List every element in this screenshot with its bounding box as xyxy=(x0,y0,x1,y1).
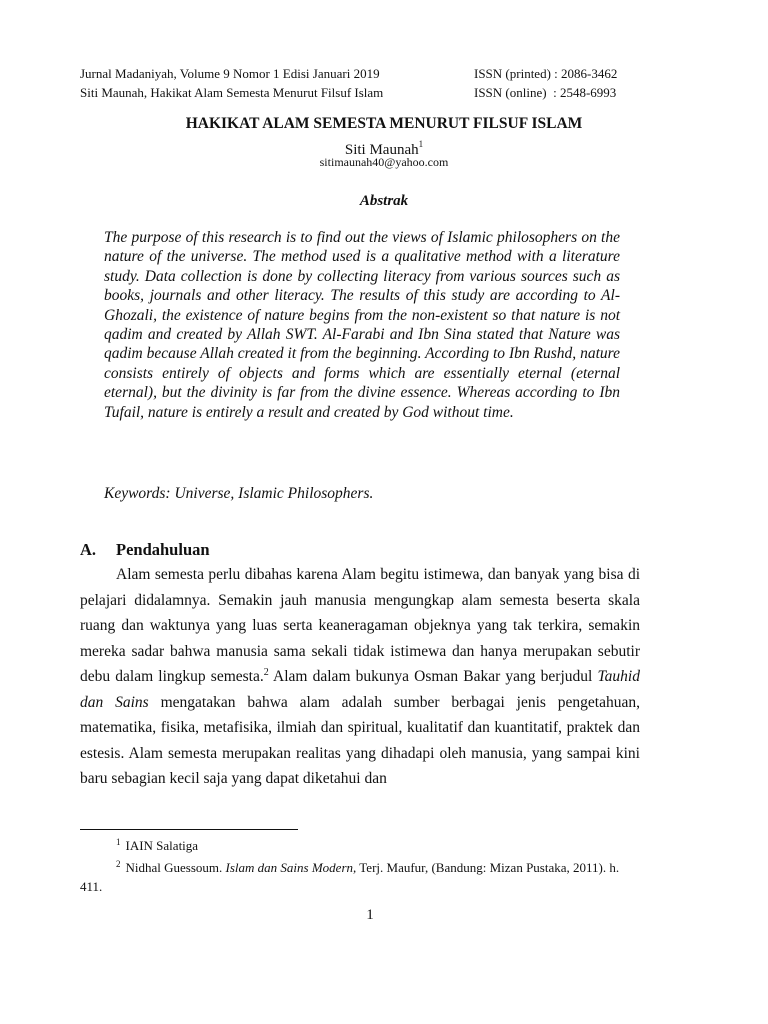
footnote-number: 1 xyxy=(116,837,121,847)
body-text-part-1: Alam semesta perlu dibahas karena Alam begitu istimewa, dan banyak yang bisa di pelajari didalamnya. Semakin jauh manusia mengungkap alam semesta beserta skala ruang dan waktunya yang luas serta keaneragaman objeknya yang tak terkira, semakin mereka sadar bahwa manusia sama sekali tidak istimewa dan hanya merupakan sebutir debu dalam lingkup semesta. xyxy=(80,566,640,685)
running-header-left xyxy=(80,64,383,102)
book-title: Tauhid dan Sains xyxy=(80,668,640,711)
article-title: HAKIKAT ALAM SEMESTA MENURUT FILSUF ISLAM xyxy=(185,115,583,132)
footnote-text: IAIN Salatiga xyxy=(125,838,199,853)
abstract-heading: Abstrak xyxy=(359,193,409,209)
abstract-keywords: Keywords: Universe, Islamic Philosophers. xyxy=(104,485,374,502)
footnote-ref-2: 2 xyxy=(263,667,269,678)
author-email: sitimaunah40@yahoo.com xyxy=(319,155,449,169)
body-text-part-3: mengatakan bahwa alam adalah sumber berbagai jenis pengetahuan, matematika, fisika, metafisika, ilmiah dan spiritual, kualitatif dan kuantitatif, praktek dan estesis. Alam semesta merupakan realitas yang dihadapi oleh manusia, yang sampai kini baru sebagian kecil saja yang dapat diketahui dan xyxy=(80,693,640,787)
author-footnote-marker: 1 xyxy=(418,139,424,149)
footnote-text: Nidhal Guessoum. xyxy=(125,860,226,875)
footnote-citation: Terj. Maufur, (Bandung: Mizan Pustaka, 2011). h. 411. xyxy=(80,860,620,894)
issn-printed: ISSN (printed) : 2086-3462 xyxy=(474,66,618,81)
footnote-number: 2 xyxy=(116,859,121,869)
running-header-right xyxy=(474,64,617,102)
abstract-text: The purpose of this research is to find out the views of Islamic philosophers on the nature of the universe. The method used is a qualitative method with a literature study. Data collection is done by collecting literacy from various sources such as books, journals and other literacy. The results of this study are according to Al-Ghozali, the existence of nature begins from the non-existent so that nature is not qadim and created by Allah SWT. Al-Farabi and Ibn Sina stated that Nature was qadim because Allah created it from the beginning. According to Ibn Rushd, nature consists entirely of objects and forms which are essentially eternal (eternal eternal), but the divinity is far from the divine essence. Whereas according to Ibn Tufail, nature is entirely a result and created by God without time. xyxy=(104,229,620,421)
section-label: A. xyxy=(80,540,97,559)
body-paragraph xyxy=(80,562,640,792)
footnotes xyxy=(80,833,640,896)
footnote-book-title: Islam dan Sains Modern, xyxy=(225,860,357,875)
section-title: Pendahuluan xyxy=(116,540,210,559)
footnote-1 xyxy=(80,833,640,855)
author-name: Siti Maunah xyxy=(344,142,419,158)
footnote-divider xyxy=(80,829,298,830)
section-heading xyxy=(80,540,210,560)
journal-name: Jurnal Madaniyah, Volume 9 Nomor 1 Edisi Januari 2019 xyxy=(80,66,380,81)
page-number: 1 xyxy=(366,907,374,923)
issn-online: ISSN (online) : 2548-6993 xyxy=(474,85,617,100)
footnote-2 xyxy=(80,855,640,896)
running-title: Siti Maunah, Hakikat Alam Semesta Menurut Filsuf Islam xyxy=(80,85,384,100)
body-text-part-2: Alam dalam bukunya Osman Bakar yang berjudul xyxy=(268,668,598,685)
